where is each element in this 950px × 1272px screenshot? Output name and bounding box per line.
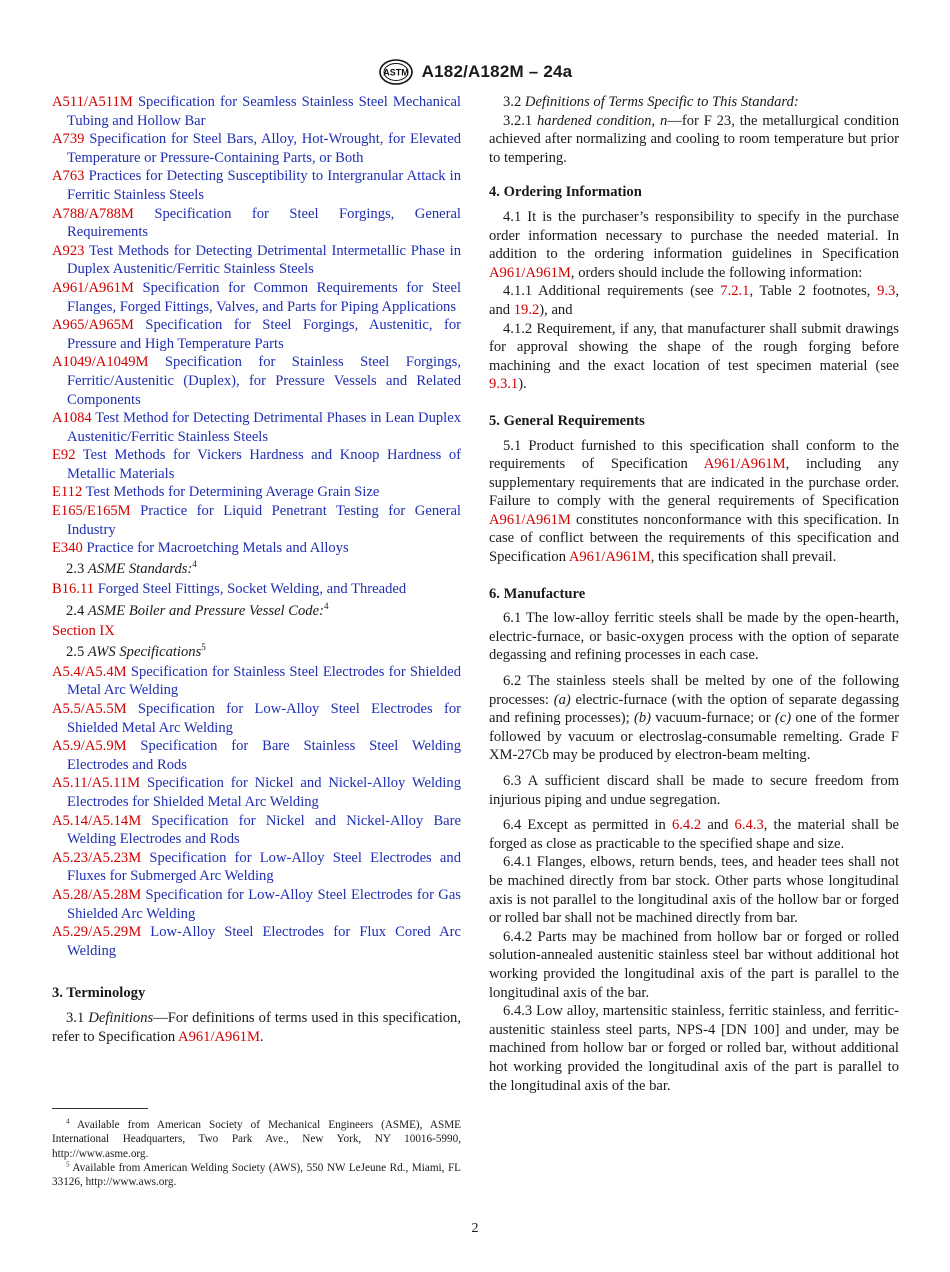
- paragraph-6-4: 6.4 Except as permitted in 6.4.2 and 6.4.3, the material shall be forged as close as practicable to the specified shape and size.: [489, 817, 899, 852]
- paragraph-6-1: 6.1 The low-alloy ferritic steels shall be made by the open-hearth, electric-furnace, or basic-oxygen process with the option of separate degassing and refining processes in each case.: [489, 610, 899, 664]
- reference-item: [52, 663, 461, 700]
- xref-link[interactable]: 6.4.3: [734, 817, 764, 834]
- reference-item: [52, 502, 461, 539]
- spec-link[interactable]: A961/A961M: [489, 511, 571, 528]
- paragraph-6-2: 6.2 The stainless steels shall be melted by one of the following processes: (a) electric-furnace (with the option of separate degassing and refining processes); (b) vacuum-furnace; or (c) one of the former followed by vacuum or electroslag-consumable remelting. Grade F XM-27Cb may be produced by electron-beam melting.: [489, 673, 900, 764]
- page-header: [0, 58, 950, 91]
- aws-reference-list: [52, 663, 461, 961]
- reference-item: [52, 316, 461, 353]
- footnote-divider: [52, 1108, 148, 1109]
- reference-code-link[interactable]: A5.29/A5.29M: [52, 924, 142, 941]
- reference-item: [52, 923, 461, 960]
- xref-link[interactable]: 7.2.1: [720, 283, 750, 300]
- reference-title-link[interactable]: Practice for Liquid Penetrant Testing for General Industry: [67, 503, 461, 538]
- reference-title-link[interactable]: Low-Alloy Steel Electrodes for Flux Cored Arc Welding: [67, 924, 462, 959]
- reference-title-link[interactable]: Test Methods for Detecting Detrimental Intermetallic Phase in Duplex Austenitic/Ferritic Stainless Steels: [67, 242, 461, 278]
- reference-title-link[interactable]: Specification for Stainless Steel Electrodes for Shielded Metal Arc Welding: [67, 663, 461, 699]
- xref-link[interactable]: 9.3.1: [489, 376, 519, 393]
- reference-item: [52, 279, 461, 316]
- paragraph-4-1-2: 4.1.2 Requirement, if any, that manufacturer shall submit drawings for approval showing the shape of the rough forging before machining and the exact location of test specimen material (see 9.3.1).: [489, 320, 899, 393]
- reference-item: [52, 774, 461, 811]
- reference-code-link[interactable]: A5.14/A5.14M: [52, 812, 142, 829]
- reference-code-link[interactable]: A1049/A1049M: [52, 354, 149, 371]
- svg-text:ASTM: ASTM: [382, 67, 409, 78]
- reference-title-link[interactable]: Specification for Steel Forgings, Austenitic, for Pressure and High Temperature Parts: [67, 317, 461, 352]
- section-heading-manufacture: 6. Manufacture: [489, 585, 586, 602]
- paragraph-4-1-1: 4.1.1 Additional requirements (see 7.2.1, Table 2 footnotes, 9.3, and 19.2), and: [489, 283, 899, 318]
- section-2-4: 2.4 ASME Boiler and Pressure Vessel Code:$^4$: [66, 601, 329, 620]
- footnotes: [52, 1118, 461, 1189]
- section-heading-ordering: 4. Ordering Information: [489, 184, 642, 201]
- spec-link[interactable]: A961/A961M: [489, 264, 571, 281]
- reference-title-link[interactable]: Specification for Low-Alloy Steel Electrodes and Fluxes for Submerged Arc Welding: [67, 849, 461, 885]
- reference-item: [52, 812, 461, 849]
- reference-item: [52, 580, 461, 599]
- reference-code-link[interactable]: A5.5/A5.5M: [52, 701, 127, 717]
- reference-code-link[interactable]: E340: [52, 540, 83, 557]
- reference-title-link[interactable]: Specification for Common Requirements for Steel Flanges, Forged Fittings, Valves, and Parts for Piping Applications: [67, 279, 461, 315]
- reference-code-link[interactable]: E165/E165M: [52, 503, 131, 520]
- section-2-3: 2.3 ASME Standards:$^4$: [66, 558, 197, 577]
- reference-title-link[interactable]: Specification for Low-Alloy Steel Electrodes for Shielded Metal Arc Welding: [67, 701, 461, 736]
- reference-item: [52, 737, 461, 774]
- reference-code-link[interactable]: A965/A965M: [52, 317, 134, 334]
- footnote-4: $^4$ Available from American Society of Mechanical Engineers (ASME), ASME International Headquarters, Two Park Ave., New York, NY 10016-5990, http://www.asme.org.: [52, 1117, 461, 1160]
- paragraph-5-1: 5.1 Product furnished to this specification shall conform to the requirements of Specification A961/A961M, including any supplementary requirements that are indicated in the purchase order. Failure to comply with the general requirements of Specification A961/A961M constitutes nonconformance with this specification. In case of conflict between the requirements of this specification and Specification A961/A961M, this specification shall prevail.: [489, 437, 899, 566]
- astm-logo-icon: [378, 58, 414, 86]
- spec-link[interactable]: A961/A961M: [703, 456, 786, 473]
- reference-code-link[interactable]: A5.23/A5.23M: [52, 849, 142, 866]
- reference-item: [52, 446, 461, 483]
- reference-code-link[interactable]: A788/A788M: [52, 205, 134, 222]
- paragraph-4-1: 4.1 It is the purchaser’s responsibility to specify in the purchase order information necessary to purchase the needed material. In addition to the ordering information guidelines in Specification A961/A961M, orders should include the following information:: [489, 208, 899, 281]
- reference-item: [52, 205, 461, 242]
- reference-title-link[interactable]: Specification for Steel Bars, Alloy, Hot-Wrought, for Elevated Temperature or Pressure-Containing Parts, or Both: [67, 131, 461, 166]
- paragraph-6-4-2: 6.4.2 Parts may be machined from hollow bar or forged or rolled solution-annealed austenitic stainless steel bar without additional hot working provided the longitudinal axis of the part is parallel to the longitudinal axis of the bar.: [489, 928, 899, 1001]
- reference-item: [52, 539, 461, 558]
- section-heading-terminology: 3. Terminology: [52, 985, 146, 1002]
- spec-link[interactable]: A961/A961M: [178, 1028, 260, 1045]
- reference-item: [52, 622, 461, 641]
- reference-title-link[interactable]: Test Methods for Vickers Hardness and Knoop Hardness of Metallic Materials: [67, 447, 461, 482]
- reference-item: [52, 483, 461, 502]
- paragraph-6-3: 6.3 A sufficient discard shall be made to secure freedom from injurious piping and undue segregation.: [489, 773, 899, 808]
- reference-title-link[interactable]: Practice for Macroetching Metals and Alloys: [86, 540, 349, 557]
- reference-code-link[interactable]: A5.9/A5.9M: [52, 738, 127, 755]
- reference-title-link[interactable]: Specification for Bare Stainless Steel Welding Electrodes and Rods: [67, 738, 461, 773]
- xref-link[interactable]: 9.3: [877, 283, 896, 300]
- reference-code-link[interactable]: A5.4/A5.4M: [52, 663, 127, 680]
- right-column: [489, 93, 899, 1095]
- reference-item: [52, 130, 461, 167]
- paragraph-3-2: 3.2 Definitions of Terms Specific to This Standard:: [503, 94, 799, 110]
- reference-code-link[interactable]: A923: [52, 242, 85, 259]
- reference-title-link[interactable]: Specification for Nickel and Nickel-Alloy Welding Electrodes for Shielded Metal Arc Welding: [67, 775, 462, 810]
- left-column: [52, 93, 461, 1046]
- reference-item: [52, 849, 461, 886]
- footnote-5: $^5$ Available from American Welding Society (AWS), 550 NW LeJeune Rd., Miami, FL 33126, http://www.aws.org.: [52, 1160, 461, 1189]
- reference-title-link[interactable]: Practices for Detecting Susceptibility to Intergranular Attack in Ferritic Stainless Steels: [67, 168, 461, 203]
- reference-item: [52, 353, 461, 409]
- reference-list: [52, 93, 461, 558]
- reference-title-link[interactable]: Specification for Steel Forgings, General Requirements: [67, 205, 461, 241]
- reference-title-link[interactable]: Specification for Low-Alloy Steel Electrodes for Gas Shielded Arc Welding: [67, 886, 461, 922]
- reference-code-link[interactable]: A5.11/A5.11M: [52, 775, 141, 792]
- reference-code-link[interactable]: A5.28/A5.28M: [52, 886, 142, 903]
- reference-item: [52, 167, 461, 204]
- section-ix-link[interactable]: Section IX: [52, 622, 115, 639]
- page-number: 2: [471, 1221, 479, 1236]
- reference-item: [52, 409, 461, 446]
- paragraph-6-4-1: 6.4.1 Flanges, elbows, return bends, tees, and header tees shall not be machined directly from bar stock. Other parts whose longitudinal axis is not parallel to the longitudinal axis of the hollow bar or forged or rolled bar shall not be machined directly from bar.: [489, 854, 899, 927]
- reference-item: [52, 700, 461, 737]
- reference-code-link[interactable]: A1084: [52, 410, 92, 427]
- reference-item: [52, 886, 461, 923]
- xref-link[interactable]: 19.2: [513, 301, 540, 318]
- reference-item: [52, 242, 461, 279]
- reference-item: [52, 93, 461, 130]
- reference-title-link[interactable]: Specification for Seamless Stainless Steel Mechanical Tubing and Hollow Bar: [67, 94, 461, 129]
- reference-code-link[interactable]: A739: [52, 131, 85, 148]
- reference-title-link[interactable]: Test Method for Detecting Detrimental Phases in Lean Duplex Austenitic/Ferritic Stainless Steels: [67, 410, 462, 445]
- reference-title-link[interactable]: Specification for Stainless Steel Forgings, Ferritic/Austenitic (Duplex), for Pressure Vessels and Related Components: [67, 354, 461, 408]
- reference-code-link[interactable]: A763: [52, 168, 85, 185]
- reference-title-link[interactable]: Test Methods for Determining Average Grain Size: [85, 484, 380, 501]
- reference-title-link[interactable]: Specification for Nickel and Nickel-Alloy Bare Welding Electrodes and Rods: [67, 812, 461, 848]
- document-title: A182/A182M – 24a: [421, 62, 573, 81]
- reference-code-link[interactable]: B16.11: [52, 581, 95, 598]
- spec-link[interactable]: A961/A961M: [568, 549, 651, 566]
- paragraph-6-4-3: 6.4.3 Low alloy, martensitic stainless, ferritic stainless, and ferritic-austenitic stainless steel parts, NPS-4 [DN 100] and under, may be machined from hollow bar or forged or rolled bar, without additional hot working provided the longitudinal axis of the part is parallel to the longitudinal axis of the bar.: [489, 1003, 899, 1094]
- reference-code-link[interactable]: E92: [52, 447, 76, 464]
- paragraph-3-1: 3.1 Definitions—For definitions of terms used in this specification, refer to Specification A961/A961M.: [52, 1009, 461, 1045]
- section-heading-general-requirements: 5. General Requirements: [489, 412, 645, 429]
- reference-title-link[interactable]: Forged Steel Fittings, Socket Welding, and Threaded: [97, 581, 407, 598]
- paragraph-3-2-1: 3.2.1 hardened condition, n—for F 23, the metallurgical condition achieved after normalizing and cooling to room temperature but prior to tempering.: [489, 112, 899, 166]
- reference-code-link[interactable]: A511/A511M: [52, 94, 133, 110]
- reference-code-link[interactable]: E112: [52, 484, 83, 501]
- reference-code-link[interactable]: A961/A961M: [52, 279, 134, 296]
- section-2-5: 2.5 AWS Specifications$^5$: [66, 642, 206, 661]
- xref-link[interactable]: 6.4.2: [671, 817, 702, 834]
